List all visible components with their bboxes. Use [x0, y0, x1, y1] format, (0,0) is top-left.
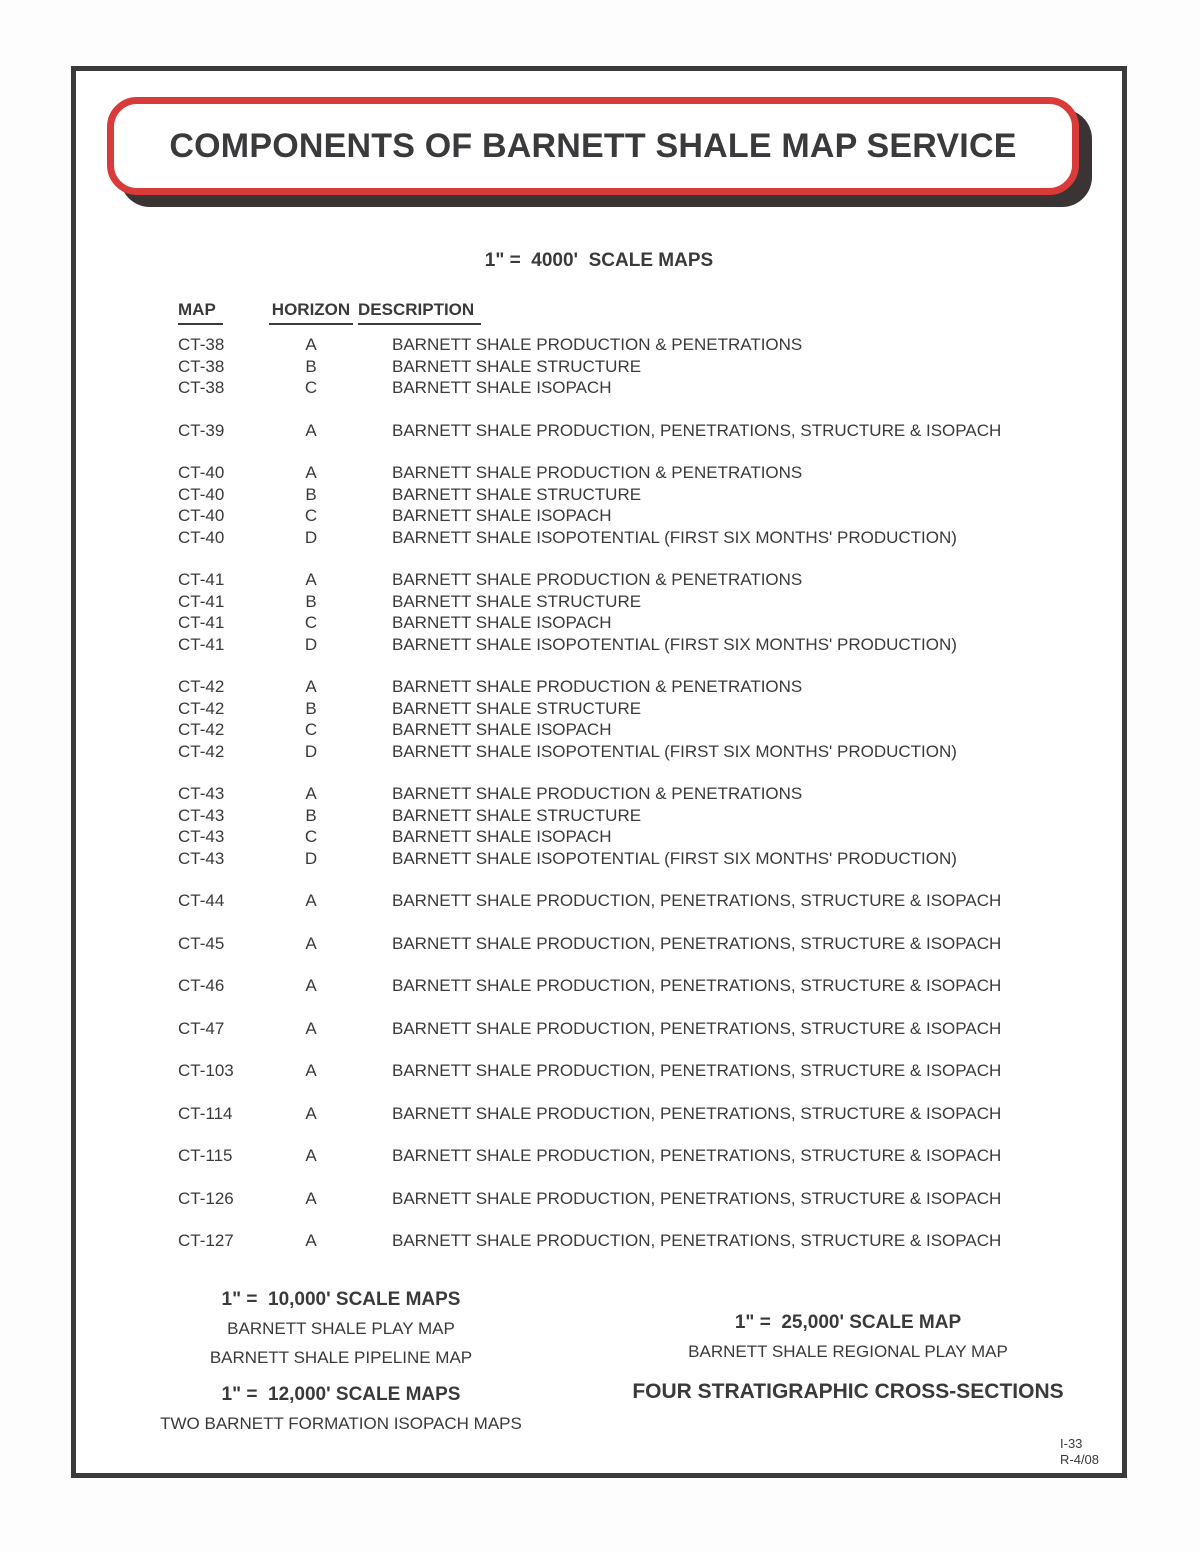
horizon-cell: D: [304, 848, 318, 868]
scale-block-heading: FOUR STRATIGRAPHIC CROSS-SECTIONS: [632, 1380, 1064, 1403]
table-row: [178, 698, 1098, 720]
table-group: [178, 334, 1098, 399]
table-row: [178, 848, 1098, 870]
horizon-cell: A: [305, 933, 317, 953]
horizon-column-header: HORIZON: [264, 300, 358, 325]
horizon-cell: A: [305, 1061, 317, 1080]
horizon-cell: A: [305, 570, 317, 589]
table-group: [178, 1230, 1098, 1252]
description-cell: BARNETT SHALE PRODUCTION, PENETRATIONS, STRUCTURE & ISOPACH: [392, 1146, 1002, 1165]
horizon-cell: B: [305, 698, 317, 718]
description-column-header: DESCRIPTION: [358, 300, 1098, 325]
horizon-cell: A: [305, 677, 317, 696]
description-cell: BARNETT SHALE PRODUCTION & PENETRATIONS: [392, 784, 803, 803]
horizon-cell: A: [305, 976, 317, 995]
map-cell: CT-43: [178, 827, 225, 846]
table-row: [178, 741, 1098, 763]
horizon-cell: D: [304, 527, 318, 547]
map-cell: CT-42: [178, 677, 225, 696]
description-cell: BARNETT SHALE ISOPOTENTIAL (FIRST SIX MONTHS' PRODUCTION): [392, 741, 957, 761]
table-row: [178, 505, 1098, 527]
table-group: [178, 1188, 1098, 1210]
horizon-cell: D: [304, 741, 318, 761]
description-cell: BARNETT SHALE PRODUCTION, PENETRATIONS, STRUCTURE & ISOPACH: [392, 1103, 1002, 1123]
description-cell: BARNETT SHALE PRODUCTION & PENETRATIONS: [392, 335, 803, 354]
description-cell: BARNETT SHALE STRUCTURE: [392, 698, 642, 718]
horizon-cell: A: [305, 1018, 317, 1038]
map-cell: CT-41: [178, 570, 225, 589]
table-group: [178, 462, 1098, 548]
description-cell: BARNETT SHALE PRODUCTION, PENETRATIONS, STRUCTURE & ISOPACH: [392, 1231, 1002, 1250]
description-cell: BARNETT SHALE PRODUCTION, PENETRATIONS, STRUCTURE & ISOPACH: [392, 976, 1002, 995]
table-row: [178, 1145, 1098, 1167]
table-row: [178, 484, 1098, 506]
map-cell: CT-103: [178, 1061, 234, 1080]
table-group: [178, 420, 1098, 442]
table-group: [178, 975, 1098, 997]
table-group: [178, 1103, 1098, 1125]
scale-block-item: BARNETT SHALE REGIONAL PLAY MAP: [688, 1342, 1008, 1361]
description-cell: BARNETT SHALE STRUCTURE: [392, 805, 642, 825]
table-row: [178, 634, 1098, 656]
table-group: [178, 933, 1098, 955]
description-cell: BARNETT SHALE ISOPACH: [392, 506, 612, 525]
horizon-cell: D: [304, 634, 318, 654]
map-cell: CT-46: [178, 976, 225, 995]
map-cell: CT-114: [178, 1103, 233, 1123]
table-group: [178, 783, 1098, 869]
map-column-header: MAP: [178, 300, 264, 325]
map-cell: CT-45: [178, 933, 225, 953]
horizon-cell: B: [305, 356, 317, 376]
table-row: [178, 334, 1098, 356]
footer-left-column: [76, 1285, 606, 1438]
table-row: [178, 933, 1098, 955]
map-cell: CT-43: [178, 784, 225, 803]
table-row: [178, 356, 1098, 378]
table-row: [178, 1018, 1098, 1040]
description-cell: BARNETT SHALE PRODUCTION, PENETRATIONS, STRUCTURE & ISOPACH: [392, 1061, 1002, 1080]
map-cell: CT-42: [178, 698, 225, 718]
map-table: [178, 300, 1098, 1273]
table-row: [178, 1230, 1098, 1252]
table-row: [178, 805, 1098, 827]
table-row: [178, 890, 1098, 912]
map-cell: CT-44: [178, 891, 225, 910]
table-header-row: [178, 300, 1098, 325]
description-cell: BARNETT SHALE ISOPOTENTIAL (FIRST SIX MONTHS' PRODUCTION): [392, 634, 957, 654]
horizon-cell: B: [305, 805, 317, 825]
description-cell: BARNETT SHALE PRODUCTION & PENETRATIONS: [392, 463, 803, 482]
map-cell: CT-40: [178, 463, 225, 482]
description-cell: BARNETT SHALE PRODUCTION, PENETRATIONS, STRUCTURE & ISOPACH: [392, 933, 1002, 953]
horizon-cell: A: [305, 420, 317, 440]
table-row: [178, 569, 1098, 591]
table-row: [178, 719, 1098, 741]
description-cell: BARNETT SHALE PRODUCTION & PENETRATIONS: [392, 570, 803, 589]
table-row: [178, 462, 1098, 484]
description-cell: BARNETT SHALE PRODUCTION, PENETRATIONS, STRUCTURE & ISOPACH: [392, 420, 1002, 440]
description-cell: BARNETT SHALE PRODUCTION & PENETRATIONS: [392, 677, 803, 696]
horizon-cell: C: [304, 720, 318, 739]
horizon-cell: C: [304, 613, 318, 632]
page-sheet: [71, 66, 1127, 1478]
map-cell: CT-47: [178, 1018, 225, 1038]
description-cell: BARNETT SHALE PRODUCTION, PENETRATIONS, STRUCTURE & ISOPACH: [392, 1018, 1002, 1038]
description-cell: BARNETT SHALE ISOPACH: [392, 613, 612, 632]
horizon-cell: A: [305, 891, 317, 910]
description-cell: BARNETT SHALE ISOPACH: [392, 827, 612, 846]
table-group: [178, 676, 1098, 762]
scale-block-item: TWO BARNETT FORMATION ISOPACH MAPS: [160, 1414, 522, 1433]
map-cell: CT-43: [178, 848, 225, 868]
map-cell: CT-38: [178, 356, 225, 376]
scale-block-heading: 1" = 10,000' SCALE MAPS: [221, 1289, 461, 1310]
horizon-cell: A: [305, 1188, 317, 1208]
horizon-cell: A: [305, 1231, 317, 1250]
footer-right-column: [603, 1308, 1093, 1406]
map-cell: CT-39: [178, 420, 225, 440]
table-row: [178, 676, 1098, 698]
description-cell: BARNETT SHALE ISOPOTENTIAL (FIRST SIX MONTHS' PRODUCTION): [392, 848, 957, 868]
horizon-cell: B: [305, 484, 317, 504]
map-cell: CT-38: [178, 335, 225, 354]
table-row: [178, 527, 1098, 549]
map-cell: CT-40: [178, 506, 225, 525]
table-row: [178, 1188, 1098, 1210]
scale-block: [603, 1308, 1093, 1366]
document-number: [1060, 1436, 1099, 1468]
description-cell: BARNETT SHALE PRODUCTION, PENETRATIONS, STRUCTURE & ISOPACH: [392, 1188, 1002, 1208]
map-cell: CT-42: [178, 741, 225, 761]
scale-block: [76, 1380, 606, 1438]
description-cell: BARNETT SHALE PRODUCTION, PENETRATIONS, STRUCTURE & ISOPACH: [392, 891, 1002, 910]
map-cell: CT-40: [178, 527, 225, 547]
description-cell: BARNETT SHALE STRUCTURE: [392, 484, 642, 504]
title-banner: [107, 97, 1079, 195]
table-row: [178, 975, 1098, 997]
map-cell: CT-40: [178, 484, 225, 504]
horizon-cell: B: [305, 591, 317, 611]
description-cell: BARNETT SHALE ISOPACH: [392, 720, 612, 739]
map-cell: CT-43: [178, 805, 225, 825]
scale-block-item: BARNETT SHALE PLAY MAP: [227, 1319, 455, 1338]
horizon-cell: A: [305, 1103, 317, 1123]
map-cell: CT-127: [178, 1231, 234, 1250]
table-group: [178, 1060, 1098, 1082]
table-row: [178, 591, 1098, 613]
map-cell: CT-126: [178, 1188, 234, 1208]
horizon-cell: C: [304, 827, 318, 846]
table-group: [178, 1018, 1098, 1040]
map-cell: CT-38: [178, 378, 225, 397]
scale-4000-heading: 1" = 4000' SCALE MAPS: [484, 250, 714, 271]
table-row: [178, 826, 1098, 848]
scale-block: [76, 1285, 606, 1372]
horizon-cell: A: [305, 335, 317, 354]
map-cell: CT-41: [178, 613, 225, 632]
table-group: [178, 890, 1098, 912]
table-group: [178, 569, 1098, 655]
description-cell: BARNETT SHALE STRUCTURE: [392, 591, 642, 611]
description-cell: BARNETT SHALE ISOPACH: [392, 378, 612, 397]
table-row: [178, 783, 1098, 805]
table-row: [178, 420, 1098, 442]
description-cell: BARNETT SHALE STRUCTURE: [392, 356, 642, 376]
horizon-cell: A: [305, 784, 317, 803]
table-row: [178, 1103, 1098, 1125]
horizon-cell: A: [305, 1146, 317, 1165]
map-cell: CT-42: [178, 720, 225, 739]
table-row: [178, 377, 1098, 399]
scale-block: [603, 1377, 1093, 1406]
document-id: I-33: [1060, 1436, 1083, 1451]
horizon-cell: C: [304, 506, 318, 525]
horizon-cell: C: [304, 378, 318, 397]
table-row: [178, 612, 1098, 634]
horizon-cell: A: [305, 463, 317, 482]
map-cell: CT-41: [178, 591, 225, 611]
scale-block-heading: 1" = 12,000' SCALE MAPS: [221, 1384, 461, 1405]
description-cell: BARNETT SHALE ISOPOTENTIAL (FIRST SIX MONTHS' PRODUCTION): [392, 527, 957, 547]
table-row: [178, 1060, 1098, 1082]
map-cell: CT-115: [178, 1146, 233, 1165]
revision-date: R-4/08: [1060, 1452, 1100, 1467]
table-body: [178, 334, 1098, 1252]
map-cell: CT-41: [178, 634, 225, 654]
page-title: COMPONENTS OF BARNETT SHALE MAP SERVICE: [169, 126, 1017, 165]
scale-block-item: BARNETT SHALE PIPELINE MAP: [209, 1348, 473, 1367]
scale-block-heading: 1" = 25,000' SCALE MAP: [734, 1312, 962, 1333]
table-group: [178, 1145, 1098, 1167]
